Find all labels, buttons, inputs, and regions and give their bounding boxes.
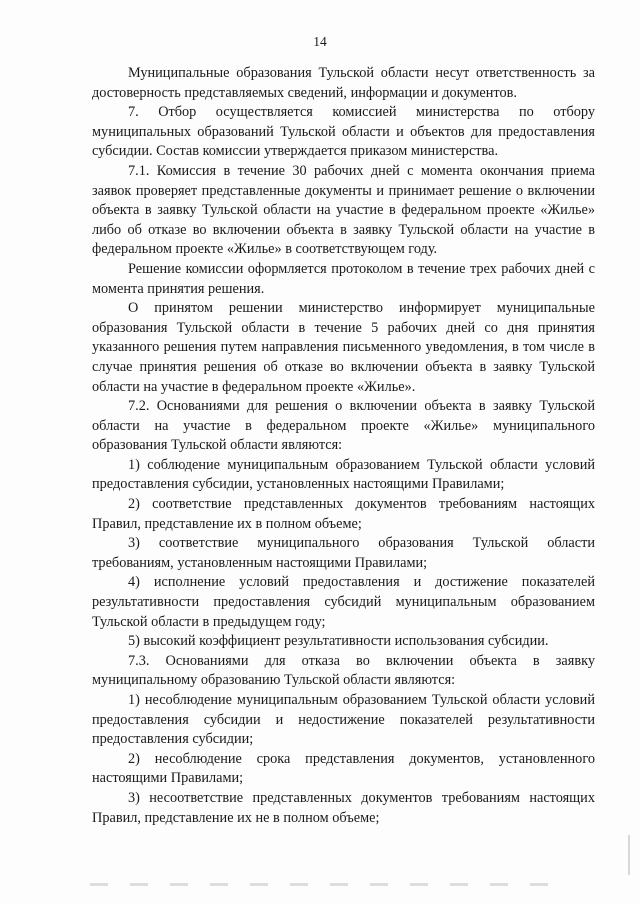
list-item: 2) несоблюдение срока представления документов, установленного настоящими Правилами; <box>92 750 595 787</box>
list-item: 1) соблюдение муниципальным образованием Тульской области условий предоставления субсидии, установленных настоящими Правилами; <box>92 456 595 493</box>
paragraph: 7.2. Основаниями для решения о включении объекта в заявку Тульской области на участие в федеральном проекте «Жилье» муниципального образования Тульской области являются: <box>92 398 595 454</box>
paragraph: 7.3. Основаниями для отказа во включении объекта в заявку муниципальному образованию Тульской области являются: <box>92 652 595 689</box>
page-number: 14 <box>313 34 327 49</box>
list-item: 4) исполнение условий предоставления и достижение показателей результативности предоставления субсидий муниципальным образованием Тульской области в предыдущем году; <box>92 574 595 630</box>
paragraph: Муниципальные образования Тульской области несут ответственность за достоверность представляемых сведений, информации и документов. <box>92 65 595 101</box>
list-item: 3) соответствие муниципального образования Тульской области требованиям, установленным настоящими Правилами; <box>92 535 595 571</box>
paragraph: 7.1. Комиссия в течение 30 рабочих дней с момента окончания приема заявок проверяет представленные документы и принимает решение о включении объекта в заявку Тульской области на участие в федеральном проекте «Жилье» либо об отказе во включении объекта в заявку Тульской области на участие в федеральном проекте «Жилье» в соответствующем году. <box>92 162 595 258</box>
list-item: 1) несоблюдение муниципальным образованием Тульской области условий предоставления субсидии и недостижение показателей результативности предоставления субсидии; <box>92 692 595 748</box>
paragraph: Решение комиссии оформляется протоколом в течение трех рабочих дней с момента принятия решения. <box>92 260 595 297</box>
paragraph: О принятом решении министерство информирует муниципальные образования Тульской области в течение 5 рабочих дней со дня принятия указанного решения путем направления письменного уведомления, в том числе в случае принятия решения об отказе во включении объекта в заявку Тульской области на участие в федеральном проекте «Жилье». <box>92 300 595 395</box>
list-item: 2) соответствие представленных документов требованиям настоящих Правил, представление их в полном объеме; <box>92 496 595 532</box>
list-item: 5) высокий коэффициент результативности использования субсидии. <box>128 633 549 650</box>
paragraph: 7. Отбор осуществляется комиссией министерства по отбору муниципальных образований Тульской области и объектов для предоставления субсидии. Состав комиссии утверждается приказом министерства. <box>92 104 595 160</box>
scan-bottom-noise <box>90 883 570 886</box>
document-body <box>92 64 595 828</box>
list-item: 3) несоответствие представленных документов требованиям настоящих Правил, представление их не в полном объеме; <box>92 789 595 826</box>
scan-edge-mark <box>628 835 630 875</box>
